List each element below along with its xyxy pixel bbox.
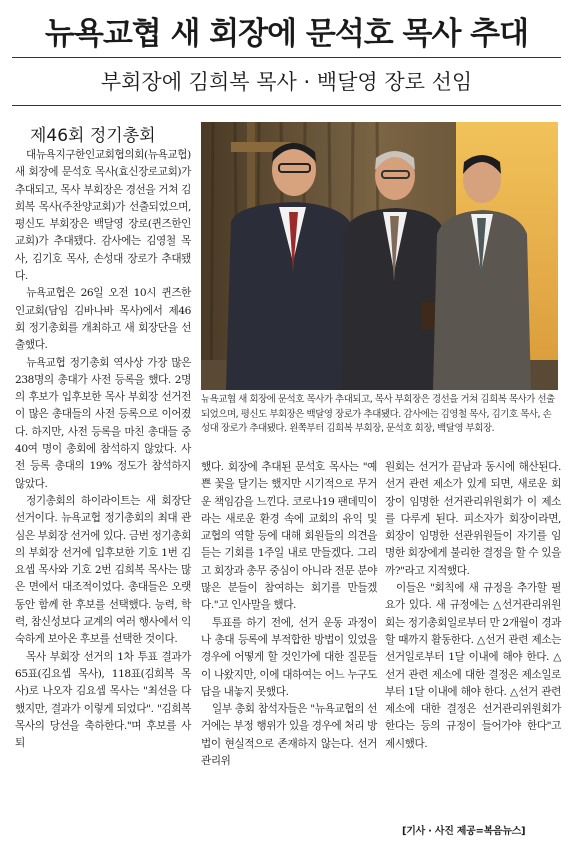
photo-caption: 뉴욕교협 새 회장에 문석호 목사가 추대되고, 목사 부회장은 경선을 거쳐 김희복 목사가 선출되었으며, 평신도 부회장은 백달영 장로가 추대됐다. 감사에는 김영철 목사, 김기호 목사, 손성대 장로가 추대됐다. 왼쪽부터 김희복 부회장, 문석호 회장, 백달영 부회장.: [201, 394, 555, 434]
paragraph: 목사 부회장 선거의 1차 투표 결과가 65표(김요셉 목사), 118표(김희복 목사)로 나오자 김요셉 목사는 "최선을 다했지만, 결과가 이렇게 되었다". "김희복 목사의 당선을 축하한다."며 후보를 사퇴: [15, 650, 191, 750]
paragraph: 뉴욕교협 정기총회 역사상 가장 많은 238명의 총대가 사전 등록을 했다. 2명의 후보가 입후보한 목사 부회장 선거전이 많은 총대들의 사전 등록으로 이어졌다. 하지만, 사전 등록을 마친 총대들 중 40여 명이 총회에 참석하지 않았다. 사전 등록 총대의 19% 정도가 참석하지 않았다.: [15, 356, 191, 490]
headline-divider: [12, 57, 561, 58]
paragraph: 이들은 "회칙에 새 규정을 추가할 필요가 있다. 새 규정에는 △선거관리위원회는 정기총회일로부터 만 2개월이 경과할 때까지 활동한다. △선거 관련 제소는 선거일로부터 1달 이내에 해야 한다. △선거 관련 제소에 대한 결정은 제소일로부터 1달 이내에 해야 한다. △선거 관련 제소에 대한 결정은 선거관리위원회가 한다는 등의 규정이 들어가야 한다"고 제시했다.: [385, 582, 561, 750]
paragraph: 원회는 선거가 끝남과 동시에 해산된다. 선거 관련 제소가 있게 되면, 새로운 회장이 임명한 선거관리위원회가 이 제소를 다루게 된다. 피소자가 회장이라면, 회장이 임명한 선관위원들이 자기를 임명한 회장에게 불리한 결정을 할 수 있을까?"라고 지적했다.: [385, 461, 561, 577]
credit-text: 기사 · 사진 제공=복음뉴스: [406, 826, 522, 837]
article-column-2: [201, 459, 377, 770]
paragraph: 정기총회의 하이라이트는 새 회장단 선거이다. 뉴욕교협 정기총회의 최대 관심은 부회장 선거에 있다. 금번 정기총회의 부회장 선거에 입후보한 기호 1번 김요셉 목사와 기호 2번 김희복 목사는 많은 면에서 대조적이었다. 총대들은 오랫동안 함께 한 후보를 선택했다. 능력, 학력, 참신성보다 교계의 여러 행사에서 익숙하게 보아온 후보를 선택한 것이다.: [15, 494, 191, 646]
paragraph: 했다. 회장에 추대된 문석호 목사는 "예쁜 꽃을 달기는 했지만 시기적으로 무거운 책임감을 느낀다. 코로나19 팬데믹이라는 새로운 환경 속에 교회의 유익 및 교협의 역할 등에 대해 회원들의 의견을 듣는 기회를 1주일 내로 만들겠다. 그리고 회장과 총무 중심이 아니라 전문 분야 많은 분들이 참여하는 회기를 만들겠다."고 인사말을 했다.: [201, 461, 377, 612]
article-column-3: [385, 459, 561, 753]
paragraph: 뉴욕교협은 26일 오전 10시 퀸즈한인교회(담임 김바나바 목사)에서 제46회 정기총회를 개최하고 새 회장단을 선출했다.: [15, 287, 191, 352]
article-photo: [201, 122, 558, 390]
paragraph: 투표를 하기 전에, 선거 운동 과정이나 총대 등록에 부적합한 방법이 있었을 경우에 어떻게 할 것인가에 대한 질문들이 나왔지만, 이에 대하여는 어느 누구도 답을 내놓지 못했다.: [201, 616, 377, 698]
byline-credit: [기사 · 사진 제공=복음뉴스]: [402, 826, 526, 837]
headline: 뉴욕교협 새 회장에 문석호 목사 추대: [44, 16, 529, 52]
paragraph: 대뉴욕지구한인교회협의회(뉴욕교협) 새 회장에 문석호 목사(효신장로교회)가 추대되고, 목사 부회장은 경선을 거쳐 김희복 목사(주찬양교회)가 선출되었으며, 평신도 부회장은 백달영 장로(퀸즈한인교회)가 추대됐다. 감사에는 김영철 목사, 김기호 목사, 손성대 장로가 추대됐다.: [15, 149, 191, 283]
section-label: 제46회 정기총회: [30, 126, 156, 146]
photo-illustration: [201, 122, 558, 390]
paragraph: 일부 총회 참석자들은 "뉴욕교협의 선거에는 부정 행위가 있을 경우에 처리 방법이 현실적으로 존재하지 않는다. 선거관리위: [201, 703, 377, 768]
subheadline: 부회장에 김희복 목사 · 백달영 장로 선임: [100, 70, 473, 94]
subheadline-divider: [12, 105, 561, 106]
article-column-1: [15, 147, 191, 752]
